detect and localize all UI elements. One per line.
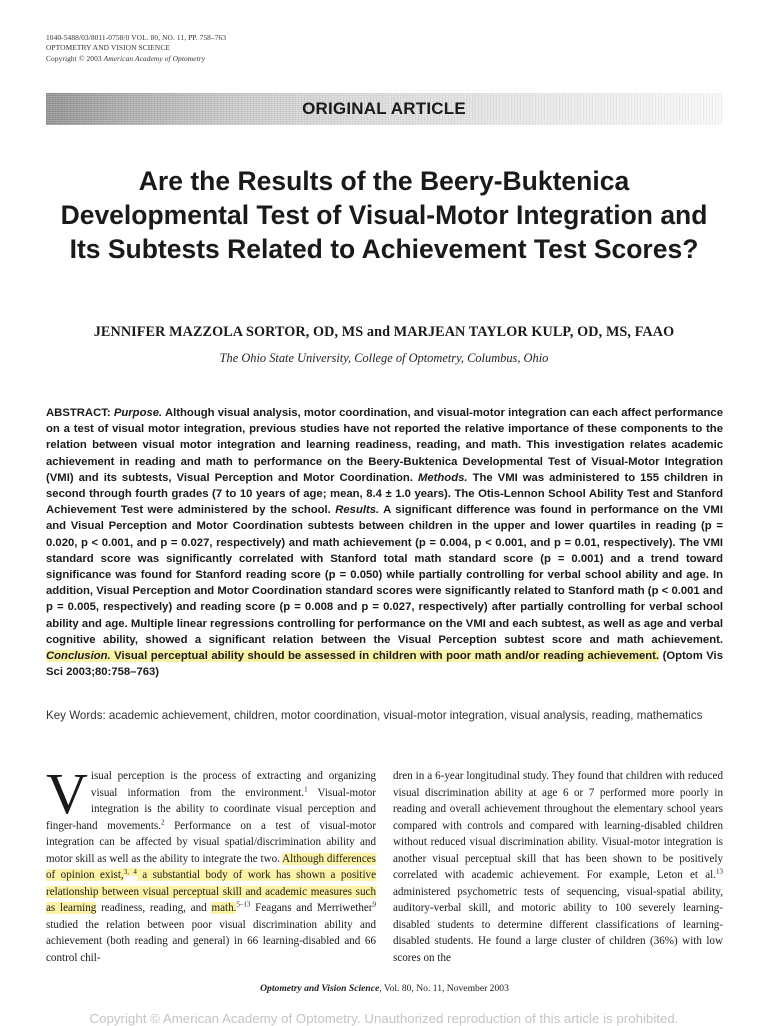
journal-meta	[46, 33, 226, 64]
abstract-citation: (Optom Vis Sci 2003;80:758–763)	[46, 650, 723, 679]
body-text: Visual-motor integration is the ability to coordinate visual perception and finger-hand movements.	[46, 786, 376, 832]
citation-ref: 3, 4	[123, 867, 137, 876]
article-title: Are the Results of the Beery-Buktenica Developmental Test of Visual-Motor Integration and Its Subtests Related to Achievement Test Scores?	[60, 166, 708, 264]
methods-text: The VMI was administered to 155 children in second through fourth grades (7 to 10 years of age; mean, 8.4 ± 1.0 years). The Otis-Lennon School Ability Test and Stanford Achievement Test were administered by the school.	[46, 471, 723, 517]
body-text: readiness, reading, and	[96, 902, 212, 915]
highlighted-text: math.	[211, 902, 237, 915]
citation-ref: 13	[716, 867, 723, 876]
body-column-right	[393, 768, 723, 967]
abstract-label: ABSTRACT:	[46, 407, 111, 419]
body-text: Performance on a test of visual-motor integration can be affected by visual spatial/discrimination ability and motor skill as well as the ability to integrate the two.	[46, 819, 377, 865]
abstract	[46, 405, 723, 680]
citation-ref: 9	[372, 900, 376, 909]
methods-label: Methods.	[417, 471, 468, 484]
key-words: Key Words: academic achievement, children, motor coordination, visual-motor integration, visual analysis, reading, mathematics	[46, 709, 703, 722]
meta-line-copyright	[46, 54, 226, 64]
conclusion-text: Visual perceptual ability should be assessed in children with poor math and/or reading achievement.	[114, 650, 660, 663]
body-column-left	[46, 761, 377, 967]
page-footer	[46, 983, 723, 994]
footer-details: , Vol. 80, No. 11, November 2003	[379, 983, 509, 994]
meta-line-volume: 1040-5488/03/8011-0758/0 VOL. 80, NO. 11, PP. 758–763	[46, 33, 227, 42]
citation-ref: 5–13	[236, 900, 251, 909]
body-text: studied the relation between poor visual discrimination ability and achievement (both reading and general) in 66 learning-disabled and 66 control chil-	[46, 918, 376, 965]
author-affiliation: The Ohio State University, College of Optometry, Columbus, Ohio	[219, 351, 549, 365]
article-type-label: ORIGINAL ARTICLE	[302, 99, 466, 118]
body-text: administered psychometric tests of sequencing, visual-spatial ability, auditory-verbal skill, and motoric ability to 100 severely learning-disabled students to determine different classifications of learning-disabled students. He found a large cluster of children (36%) with low scores on the	[393, 885, 723, 965]
footer-journal: Optometry and Vision Science	[260, 983, 380, 994]
body-text: isual perception is the process of extracting and organizing visual information from the environment.	[90, 770, 376, 799]
author-list: JENNIFER MAZZOLA SORTOR, OD, MS and MARJEAN TAYLOR KULP, OD, MS, FAAO	[93, 324, 675, 340]
citation-ref: 2	[161, 817, 165, 826]
highlighted-text: a substantial body of work has shown a positive relationship between visual perceptual skill and academic measures such as learning	[46, 869, 377, 915]
results-label: Results.	[335, 504, 380, 517]
meta-copyright-org: American Academy of Optometry	[103, 53, 206, 63]
purpose-label: Purpose.	[113, 407, 163, 419]
highlighted-text: Although differences of opinion exist,	[46, 852, 376, 882]
meta-copyright-prefix: Copyright © 2003	[46, 53, 104, 63]
copyright-watermark: Copyright © American Academy of Optometry. Unauthorized reproduction of this article is prohibited.	[89, 1011, 679, 1026]
purpose-text: Although visual analysis, motor coordination, and visual-motor integration can each affect performance on a test of visual motor integration, previous studies have not reported the relative importance of these components to the relation between visual motor integration and learning readiness, reading, and math. This investigation relates academic achievement in reading and math to performance on the Beery-Buktenica Developmental Test of Visual-Motor Integration (VMI) and its subtests, Visual Perception and Motor Coordination.	[46, 407, 723, 484]
conclusion-highlight	[46, 650, 659, 662]
meta-line-journal: OPTOMETRY AND VISION SCIENCE	[46, 43, 171, 53]
body-text: dren in a 6-year longitudinal study. They found that children with reduced visual discrimination ability at age 6 or 7 performed more poorly in reading and overall achievement throughout the elementary school years compared with controls and compared with learning-disabled children without reduced visual discrimination ability. Visual-motor integration is another visual perceptual skill that has been shown to be positively correlated with academic achievement. For example, Leton et al.	[393, 770, 723, 882]
citation-ref: 1	[304, 784, 308, 793]
body-text: Feagans and Merriwether	[250, 902, 373, 915]
conclusion-label: Conclusion.	[46, 650, 111, 663]
drop-cap: V	[46, 761, 88, 826]
results-text: A significant difference was found in performance on the VMI and Visual Perception and Motor Coordination subtests between children in the upper and lower quartiles in reading (p = 0.020, p < 0.001, and p = 0.027, respectively) and math achievement (p = 0.004, p < 0.001, and p = 0.01, respectively). The VMI standard score was significantly correlated with Stanford total math standard score (p = 0.001) and a trend toward significance was found for Stanford reading score (p = 0.050) while partially controlling for verbal school ability and age. In addition, Visual Perception and Motor Coordination standard scores were significantly related to Stanford math (p < 0.001 and p = 0.005, respectively) and reading score (p = 0.008 and p = 0.027, respectively) after partially controlling for verbal school ability and age. Multiple linear regressions controlling for performance on the VMI and each subtest, as well as age and verbal cognitive ability, showed a significant relation between the Visual Perception subtest score and math achievement.	[46, 504, 723, 646]
article-type-banner	[46, 93, 722, 125]
